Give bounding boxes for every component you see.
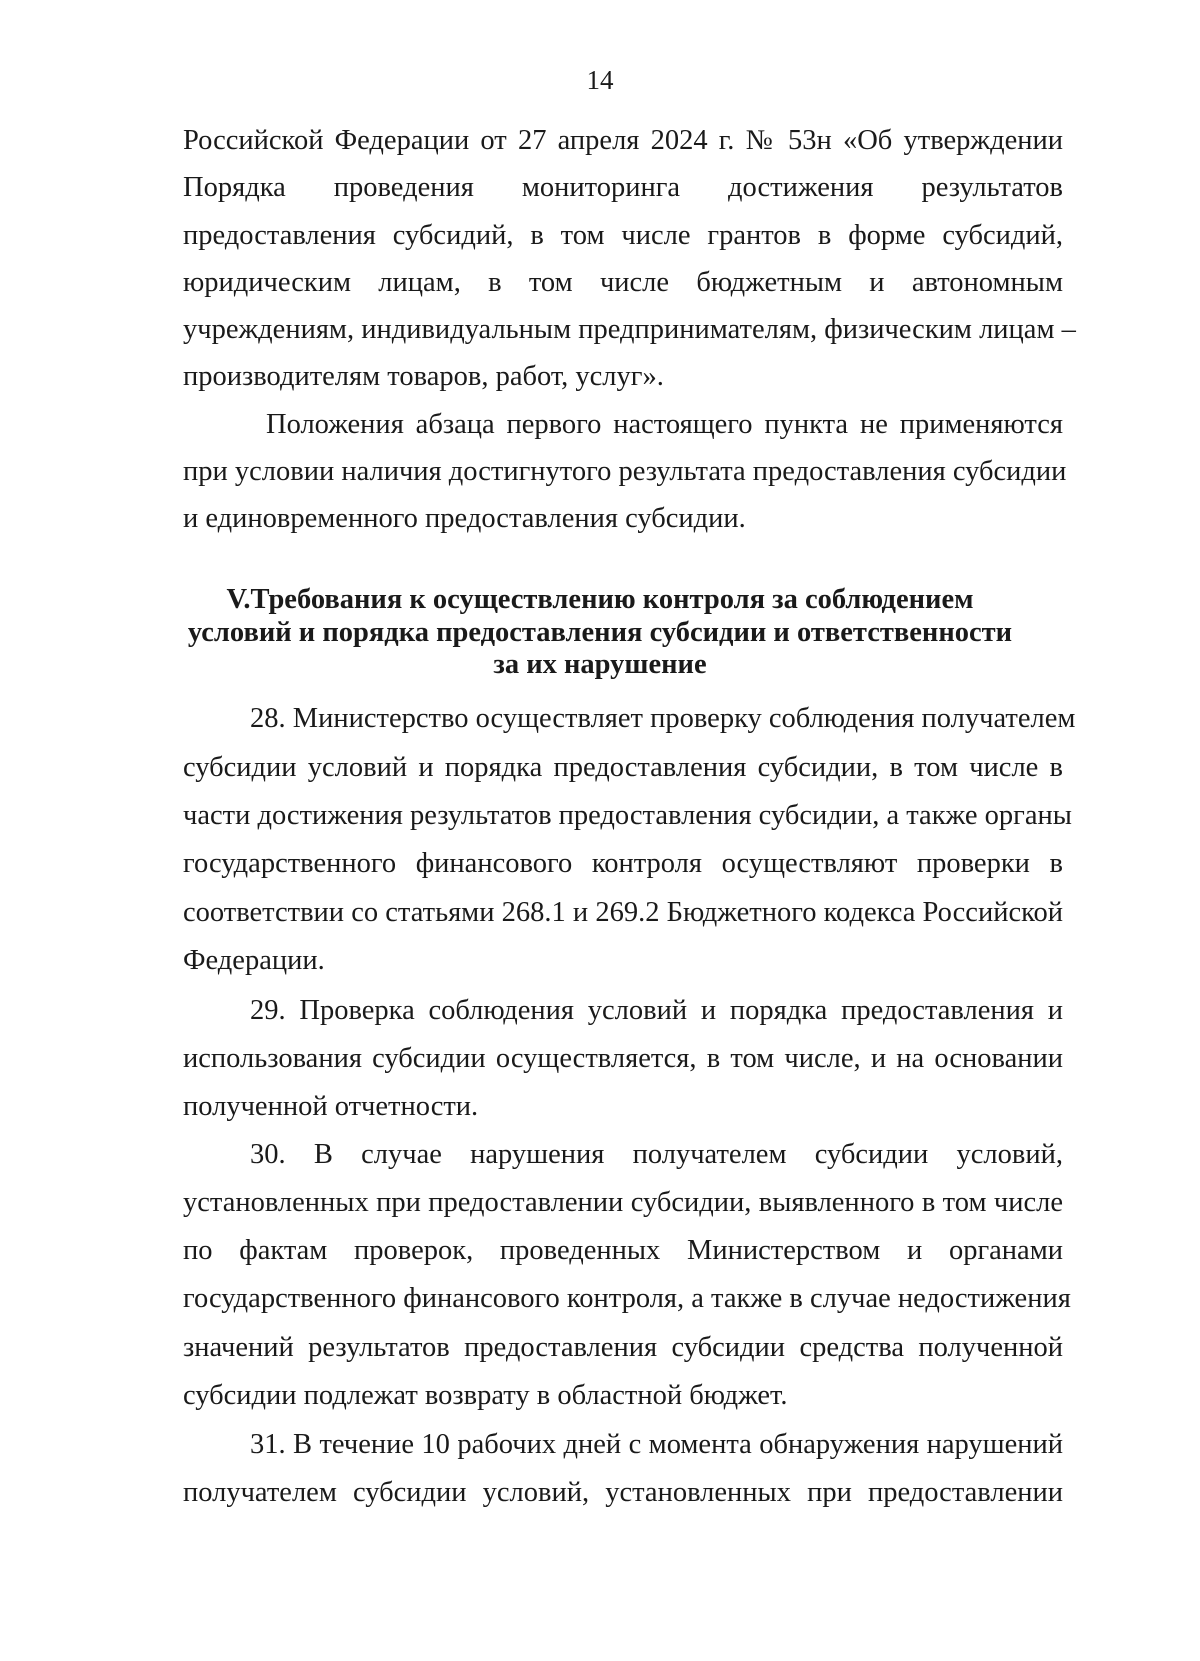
- text-line: Российской Федерации от 27 апреля 2024 г. № 53н «Об утверждении: [183, 125, 1063, 156]
- section-heading: [0, 584, 1200, 682]
- text-line: установленных при предоставлении субсидии, выявленного в том числе: [183, 1187, 1063, 1218]
- paragraph-first-line: 31. В течение 10 рабочих дней с момента обнаружения нарушений: [250, 1429, 1063, 1460]
- section-heading-line: V.Требования к осуществлению контроля за соблюдением: [226, 584, 974, 615]
- paragraph-first-line: 28. Министерство осуществляет проверку соблюдения получателем: [250, 703, 1076, 734]
- text-line: использования субсидии осуществляется, в том числе, и на основании: [183, 1043, 1063, 1074]
- text-line: по фактам проверок, проведенных Министерством и органами: [183, 1235, 1063, 1266]
- text-line: Федерации.: [183, 945, 325, 976]
- text-line: производителям товаров, работ, услуг».: [183, 361, 664, 392]
- section-heading-line: за их нарушение: [493, 649, 707, 680]
- text-line: и единовременного предоставления субсидии.: [183, 503, 746, 534]
- text-line: получателем субсидии условий, установленных при предоставлении: [183, 1477, 1063, 1508]
- text-line: при условии наличия достигнутого результата предоставления субсидии: [183, 456, 1067, 487]
- text-line: юридическим лицам, в том числе бюджетным и автономным: [183, 267, 1063, 298]
- text-line: учреждениям, индивидуальным предпринимателям, физическим лицам –: [183, 314, 1076, 345]
- text-line: полученной отчетности.: [183, 1091, 479, 1122]
- text-line: государственного финансового контроля, а также в случае недостижения: [183, 1283, 1071, 1314]
- paragraph-first-line: 30. В случае нарушения получателем субсидии условий,: [250, 1139, 1063, 1170]
- text-line: субсидии подлежат возврату в областной бюджет.: [183, 1380, 788, 1411]
- paragraph-first-line: Положения абзаца первого настоящего пункта не применяются: [266, 409, 1063, 440]
- text-line: предоставления субсидий, в том числе грантов в форме субсидий,: [183, 220, 1063, 251]
- text-line: части достижения результатов предоставления субсидии, а также органы: [183, 800, 1072, 831]
- text-line: соответствии со статьями 268.1 и 269.2 Бюджетного кодекса Российской: [183, 897, 1063, 928]
- text-line: Порядка проведения мониторинга достижения результатов: [183, 172, 1063, 203]
- section-heading-line: условий и порядка предоставления субсидии и ответственности: [187, 616, 1013, 648]
- paragraph-first-line: 29. Проверка соблюдения условий и порядка предоставления и: [250, 995, 1063, 1026]
- text-line: государственного финансового контроля осуществляют проверки в: [183, 848, 1063, 879]
- text-line: субсидии условий и порядка предоставления субсидии, в том числе в: [183, 752, 1063, 783]
- text-line: значений результатов предоставления субсидии средства полученной: [183, 1332, 1063, 1363]
- page-number: 14: [586, 65, 614, 95]
